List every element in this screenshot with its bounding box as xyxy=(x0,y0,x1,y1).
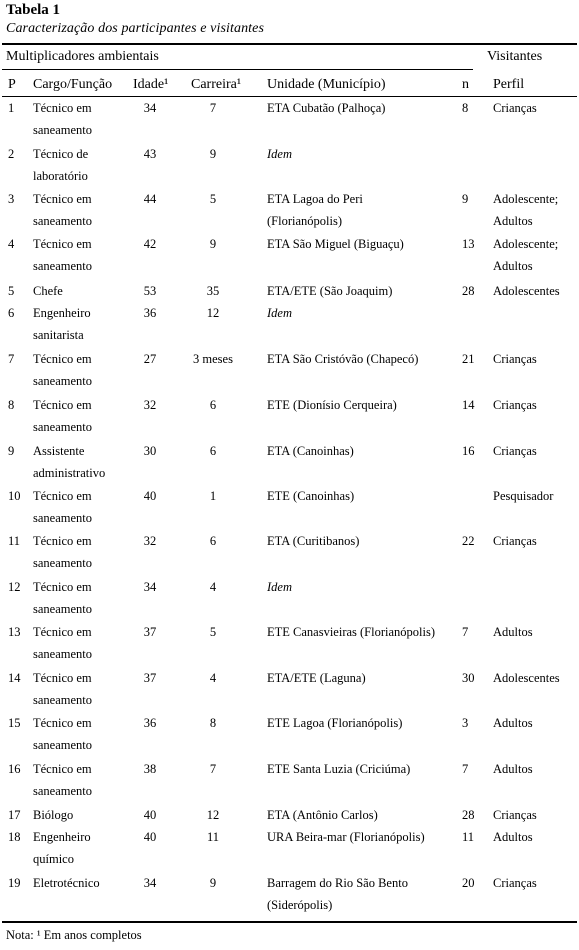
cell-unidade xyxy=(267,440,467,462)
unidade-line: Idem xyxy=(267,147,292,161)
cell-idade: 32 xyxy=(143,534,157,548)
cell-idade: 34 xyxy=(143,876,157,890)
unidade-line: ETA/ETE (São Joaquim) xyxy=(267,284,393,298)
cell-cargo xyxy=(33,348,133,392)
cargo-line: saneamento xyxy=(33,214,93,228)
cell-participant: 18 xyxy=(8,830,21,844)
unidade-line: (Florianópolis) xyxy=(267,214,342,228)
cargo-line: administrativo xyxy=(33,466,106,480)
cargo-line: saneamento xyxy=(33,602,93,616)
cell-cargo xyxy=(33,826,133,870)
cell-participant: 16 xyxy=(8,762,21,776)
cell-idade: 32 xyxy=(143,398,157,412)
cell-cargo xyxy=(33,143,133,187)
cell-participant: 7 xyxy=(8,352,15,366)
cell-idade: 34 xyxy=(143,580,157,594)
cell-cargo xyxy=(33,394,133,438)
cargo-line: Técnico em xyxy=(33,534,92,548)
unidade-line: Idem xyxy=(267,580,292,594)
group-header-visitantes: Visitantes xyxy=(487,49,543,64)
cell-unidade xyxy=(267,280,467,302)
cell-cargo xyxy=(33,667,133,711)
cell-participant: 1 xyxy=(8,101,15,115)
col-header-n: n xyxy=(462,77,469,92)
cell-unidade xyxy=(267,667,467,689)
cell-carreira: 35 xyxy=(206,284,220,298)
cell-perfil xyxy=(493,530,575,552)
cell-unidade xyxy=(267,188,467,232)
cell-carreira: 3 meses xyxy=(193,352,233,366)
cell-n: 22 xyxy=(462,534,475,548)
cell-participant: 2 xyxy=(8,147,15,161)
cell-participant: 14 xyxy=(8,671,21,685)
cell-idade: 37 xyxy=(143,625,157,639)
unidade-line: ETA São Miguel (Biguaçu) xyxy=(267,237,404,251)
perfil-line: Adolescente; xyxy=(493,192,559,206)
col-header-p: P xyxy=(8,77,16,92)
cell-idade: 38 xyxy=(143,762,157,776)
cell-participant: 3 xyxy=(8,192,15,206)
cargo-line: saneamento xyxy=(33,123,93,137)
cell-cargo xyxy=(33,576,133,620)
cell-cargo xyxy=(33,758,133,802)
cargo-line: saneamento xyxy=(33,420,93,434)
perfil-line: Crianças xyxy=(493,352,537,366)
cell-cargo xyxy=(33,485,133,529)
cell-unidade xyxy=(267,576,467,598)
perfil-line: Adultos xyxy=(493,625,533,639)
col-header-unidade: Unidade (Município) xyxy=(267,77,386,92)
cargo-line: saneamento xyxy=(33,374,93,388)
cell-n: 9 xyxy=(462,192,469,206)
cell-carreira: 7 xyxy=(209,762,217,776)
unidade-line: ETA (Canoinhas) xyxy=(267,444,354,458)
cell-unidade xyxy=(267,872,467,916)
group-header-multiplicadores: Multiplicadores ambientais xyxy=(6,49,159,64)
cargo-line: Técnico em xyxy=(33,671,92,685)
cell-carreira: 11 xyxy=(206,830,220,844)
perfil-line: Adolescente; xyxy=(493,237,559,251)
cargo-line: laboratório xyxy=(33,169,88,183)
perfil-line: Crianças xyxy=(493,808,537,822)
cargo-line: saneamento xyxy=(33,511,93,525)
cell-carreira: 1 xyxy=(209,489,217,503)
cell-unidade xyxy=(267,826,467,848)
cell-unidade xyxy=(267,233,467,255)
cargo-line: saneamento xyxy=(33,738,93,752)
cell-perfil xyxy=(493,348,575,370)
cargo-line: Técnico em xyxy=(33,762,92,776)
cell-n: 14 xyxy=(462,398,475,412)
cell-cargo xyxy=(33,440,133,484)
unidade-line: ETA (Antônio Carlos) xyxy=(267,808,378,822)
cell-carreira: 12 xyxy=(206,808,220,822)
col-header-perfil: Perfil xyxy=(493,77,525,92)
cell-cargo xyxy=(33,872,133,894)
cell-unidade xyxy=(267,348,467,370)
perfil-line: Crianças xyxy=(493,398,537,412)
perfil-line: Pesquisador xyxy=(493,489,554,503)
cargo-line: Técnico em xyxy=(33,398,92,412)
cell-n: 28 xyxy=(462,284,475,298)
cargo-line: Técnico em xyxy=(33,580,92,594)
cargo-line: Técnico em xyxy=(33,237,92,251)
perfil-line: Adultos xyxy=(493,762,533,776)
unidade-line: Idem xyxy=(267,306,292,320)
cell-n: 20 xyxy=(462,876,475,890)
perfil-line: Adultos xyxy=(493,259,533,273)
unidade-line: Barragem do Rio São Bento xyxy=(267,876,408,890)
cargo-line: Eletrotécnico xyxy=(33,876,100,890)
cell-idade: 44 xyxy=(143,192,157,206)
perfil-line: Crianças xyxy=(493,534,537,548)
cell-participant: 5 xyxy=(8,284,15,298)
unidade-line: ETE Lagoa (Florianópolis) xyxy=(267,716,403,730)
cell-n: 11 xyxy=(462,830,475,844)
unidade-line: URA Beira-mar (Florianópolis) xyxy=(267,830,425,844)
cell-n: 13 xyxy=(462,237,475,251)
col-header-idade: Idade¹ xyxy=(133,77,169,92)
unidade-line: ETA (Curitibanos) xyxy=(267,534,360,548)
cargo-line: sanitarista xyxy=(33,328,84,342)
cargo-line: Engenheiro xyxy=(33,306,91,320)
cell-perfil xyxy=(493,485,575,507)
cell-carreira: 6 xyxy=(209,534,217,548)
perfil-line: Crianças xyxy=(493,444,537,458)
cell-carreira: 5 xyxy=(209,625,217,639)
cell-cargo xyxy=(33,233,133,277)
cargo-line: saneamento xyxy=(33,556,93,570)
cargo-line: saneamento xyxy=(33,693,93,707)
cell-perfil xyxy=(493,621,575,643)
cell-carreira: 12 xyxy=(206,306,220,320)
cell-carreira: 4 xyxy=(209,580,217,594)
cargo-line: Técnico em xyxy=(33,716,92,730)
cargo-line: Técnico em xyxy=(33,101,92,115)
table-subtitle: Caracterização dos participantes e visitantes xyxy=(6,21,265,36)
cell-participant: 15 xyxy=(8,716,21,730)
cell-idade: 36 xyxy=(143,716,157,730)
unidade-line: (Siderópolis) xyxy=(267,898,333,912)
perfil-line: Adolescentes xyxy=(493,284,560,298)
cell-cargo xyxy=(33,804,133,826)
cargo-line: Técnico em xyxy=(33,489,92,503)
perfil-line: Adultos xyxy=(493,214,533,228)
unidade-line: ETE Canasvieiras (Florianópolis) xyxy=(267,625,436,639)
cell-cargo xyxy=(33,302,133,346)
cell-n: 30 xyxy=(462,671,475,685)
cell-perfil xyxy=(493,712,575,734)
cell-n: 21 xyxy=(462,352,475,366)
cell-carreira: 6 xyxy=(209,398,217,412)
cell-unidade xyxy=(267,143,467,165)
cell-idade: 37 xyxy=(143,671,157,685)
cell-idade: 30 xyxy=(143,444,157,458)
perfil-line: Crianças xyxy=(493,101,537,115)
cell-unidade xyxy=(267,804,467,826)
cell-n: 3 xyxy=(462,716,469,730)
cell-idade: 40 xyxy=(143,808,157,822)
unidade-line: ETA São Cristóvão (Chapecó) xyxy=(267,352,419,366)
cell-participant: 10 xyxy=(8,489,21,503)
cargo-line: Técnico em xyxy=(33,352,92,366)
cell-unidade xyxy=(267,621,467,643)
cargo-line: saneamento xyxy=(33,259,93,273)
cell-perfil xyxy=(493,280,575,302)
cell-cargo xyxy=(33,621,133,665)
cell-carreira: 5 xyxy=(209,192,217,206)
group-rule xyxy=(2,69,473,70)
cell-carreira: 7 xyxy=(209,101,217,115)
cell-idade: 27 xyxy=(143,352,157,366)
cell-idade: 40 xyxy=(143,489,157,503)
unidade-line: ETE Santa Luzia (Criciúma) xyxy=(267,762,411,776)
cargo-line: Técnico de xyxy=(33,147,89,161)
cell-n: 7 xyxy=(462,625,469,639)
cargo-line: saneamento xyxy=(33,647,93,661)
unidade-line: ETE (Dionísio Cerqueira) xyxy=(267,398,397,412)
cell-participant: 4 xyxy=(8,237,15,251)
top-rule xyxy=(2,43,577,45)
cell-n: 7 xyxy=(462,762,469,776)
cell-carreira: 8 xyxy=(209,716,217,730)
cell-idade: 40 xyxy=(143,830,157,844)
cell-participant: 8 xyxy=(8,398,15,412)
cell-n: 8 xyxy=(462,101,469,115)
cell-perfil xyxy=(493,97,575,119)
unidade-line: ETA Cubatão (Palhoça) xyxy=(267,101,386,115)
cargo-line: Técnico em xyxy=(33,625,92,639)
perfil-line: Adultos xyxy=(493,830,533,844)
cell-cargo xyxy=(33,188,133,232)
cell-n: 28 xyxy=(462,808,475,822)
cell-idade: 42 xyxy=(143,237,157,251)
cell-unidade xyxy=(267,758,467,780)
cell-unidade xyxy=(267,302,467,324)
cell-participant: 6 xyxy=(8,306,15,320)
unidade-line: ETA/ETE (Laguna) xyxy=(267,671,366,685)
cargo-line: químico xyxy=(33,852,74,866)
cargo-line: Engenheiro xyxy=(33,830,91,844)
cell-unidade xyxy=(267,530,467,552)
cell-perfil xyxy=(493,826,575,848)
cell-cargo xyxy=(33,280,133,302)
cell-participant: 9 xyxy=(8,444,15,458)
cell-perfil xyxy=(493,758,575,780)
perfil-line: Adultos xyxy=(493,716,533,730)
cell-participant: 17 xyxy=(8,808,21,822)
cell-idade: 34 xyxy=(143,101,157,115)
cell-carreira: 9 xyxy=(209,876,217,890)
cell-cargo xyxy=(33,97,133,141)
cell-carreira: 9 xyxy=(209,147,217,161)
cargo-line: Assistente xyxy=(33,444,85,458)
cell-carreira: 6 xyxy=(209,444,217,458)
cell-perfil xyxy=(493,394,575,416)
cell-perfil xyxy=(493,804,575,826)
cargo-line: Técnico em xyxy=(33,192,92,206)
unidade-line: ETA Lagoa do Peri xyxy=(267,192,363,206)
cell-perfil xyxy=(493,872,575,894)
cell-perfil xyxy=(493,440,575,462)
perfil-line: Crianças xyxy=(493,876,537,890)
cell-idade: 43 xyxy=(143,147,157,161)
unidade-line: ETE (Canoinhas) xyxy=(267,489,355,503)
cell-perfil xyxy=(493,667,575,689)
col-header-carreira: Carreira¹ xyxy=(191,77,242,92)
cargo-line: Biólogo xyxy=(33,808,74,822)
col-header-cargo: Cargo/Função xyxy=(33,77,113,92)
cell-idade: 53 xyxy=(143,284,157,298)
cell-idade: 36 xyxy=(143,306,157,320)
cell-unidade xyxy=(267,394,467,416)
perfil-line: Adolescentes xyxy=(493,671,560,685)
cell-carreira: 4 xyxy=(209,671,217,685)
cell-participant: 12 xyxy=(8,580,21,594)
cell-perfil xyxy=(493,233,575,277)
cell-unidade xyxy=(267,712,467,734)
cell-perfil xyxy=(493,188,575,232)
cargo-line: Chefe xyxy=(33,284,63,298)
cell-cargo xyxy=(33,530,133,574)
bottom-rule xyxy=(2,921,577,923)
cargo-line: saneamento xyxy=(33,784,93,798)
cell-cargo xyxy=(33,712,133,756)
cell-carreira: 9 xyxy=(209,237,217,251)
cell-participant: 13 xyxy=(8,625,21,639)
cell-participant: 11 xyxy=(8,534,21,548)
cell-unidade xyxy=(267,485,467,507)
table-note: Nota: ¹ Em anos completos xyxy=(6,928,142,942)
cell-participant: 19 xyxy=(8,876,21,890)
cell-n: 16 xyxy=(462,444,475,458)
table-title: Tabela 1 xyxy=(6,2,61,18)
cell-unidade xyxy=(267,97,467,119)
